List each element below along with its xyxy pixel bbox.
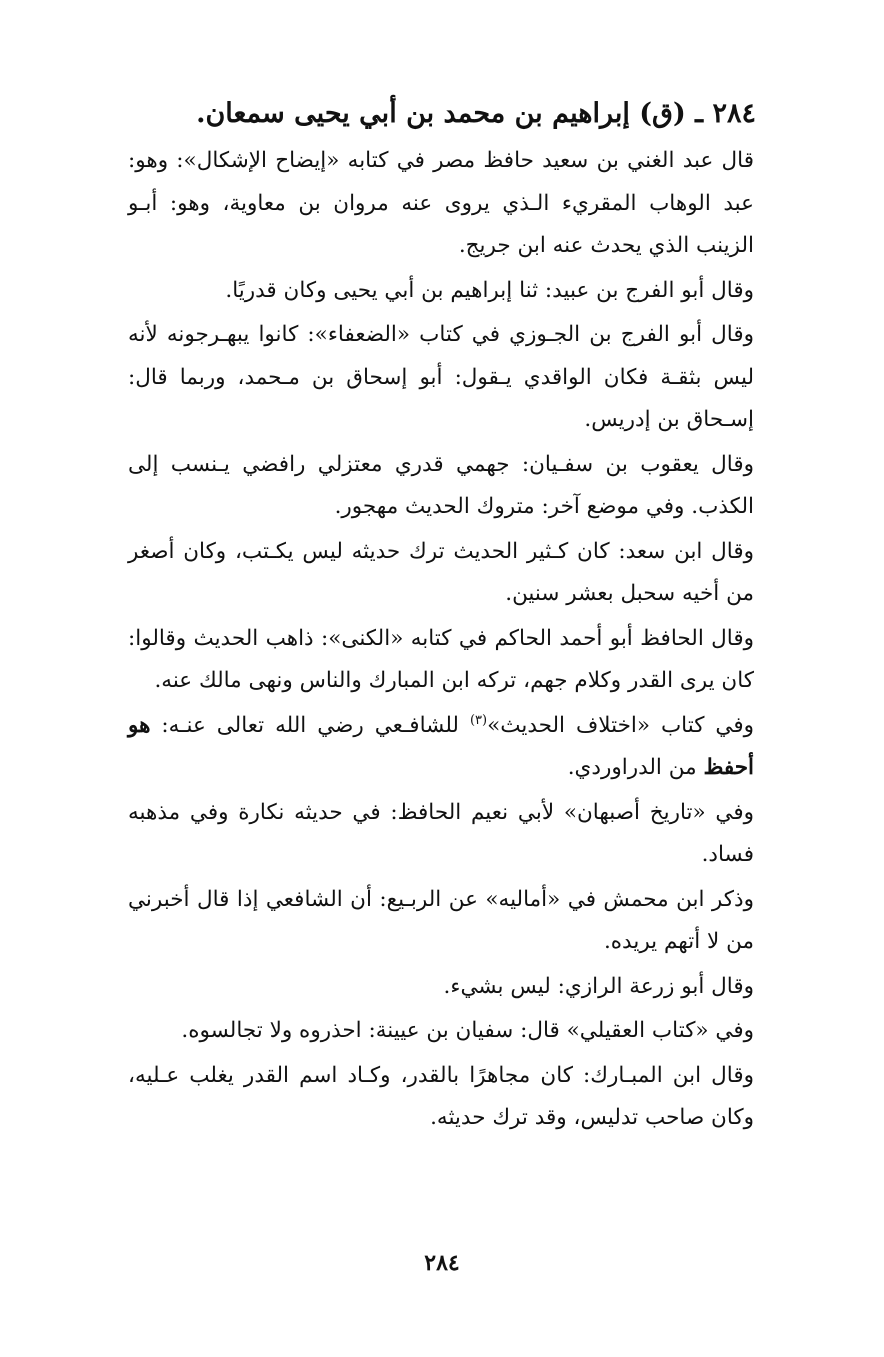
paragraph: وقال الحافظ أبو أحمد الحاكم في كتابه «الكنى»: ذاهب الحديث وقالوا: كان يرى القدر وكلام جهم، تركه ابن المبارك والناس ونهى مالك عنه. (128, 625, 754, 693)
paragraph-text: من الدراوردي. (567, 755, 704, 780)
paragraph: وفي «كتاب العقيلي» قال: سفيان بن عيينة: احذروه ولا تجالسوه. (181, 1018, 754, 1043)
paragraph: وقال أبو زرعة الرازي: ليس بشيء. (443, 973, 754, 999)
entry-body (128, 140, 754, 1142)
paragraph: وقال أبو الفرج بن الجـوزي في كتاب «الضعفاء»: كانوا يبهـرجونه لأنه ليس بثقـة فكان الواقدي يـقول: أبو إسحاق بن مـحمد، وربما قال: إسـحاق بن إدريس. (128, 322, 754, 432)
entry-title: ٢٨٤ ـ (ق) إبراهيم بن محمد بن أبي يحيى سمعان. (196, 98, 756, 129)
paragraph-text: للشافـعي رضي الله تعالى عنـه: (150, 712, 470, 738)
paragraph: وقال ابن سعد: كان كـثير الحديث ترك حديثه ليس يكـتب، وكان أصغر من أخيه سحبل بعشر سنين. (128, 538, 754, 606)
footnote-marker: (٣) (469, 712, 488, 728)
page-number: ٢٨٤ (424, 1250, 460, 1276)
bold-text: هو أحفظ (128, 712, 754, 780)
paragraph-text: وفي كتاب «اختلاف الحديث» (487, 712, 754, 738)
paragraph: وقال ابن المبـارك: كان مجاهرًا بالقدر، وكـاد اسم القدر يغلب عـليه، وكان صاحب تدليس، وقد ترك حديثه. (128, 1062, 754, 1130)
paragraph: قال عبد الغني بن سعيد حافظ مصر في كتابه «إيضاح الإشكال»: وهو: عبد الوهاب المقريء الـذي يروى عنه مروان بن معاوية، وهو: أبـو الزينب الذي يحدث عنه ابن جريج. (128, 148, 754, 258)
paragraph: وقال أبو الفرج بن عبيد: ثنا إبراهيم بن أبي يحيى وكان قدريًا. (225, 277, 754, 303)
paragraph (128, 705, 754, 790)
paragraph: وفي «تاريخ أصبهان» لأبي نعيم الحافظ: في حديثه نكارة وفي مذهبه فساد. (128, 799, 754, 867)
paragraph: وذكر ابن محمش في «أماليه» عن الربـيع: أن الشافعي إذا قال أخبرني من لا أتهم يريده. (128, 886, 754, 954)
paragraph: وقال يعقوب بن سفـيان: جهمي قدري معتزلي رافضي يـنسب إلى الكذب. وفي موضع آخر: متروك الحديث مهجور. (128, 451, 754, 519)
